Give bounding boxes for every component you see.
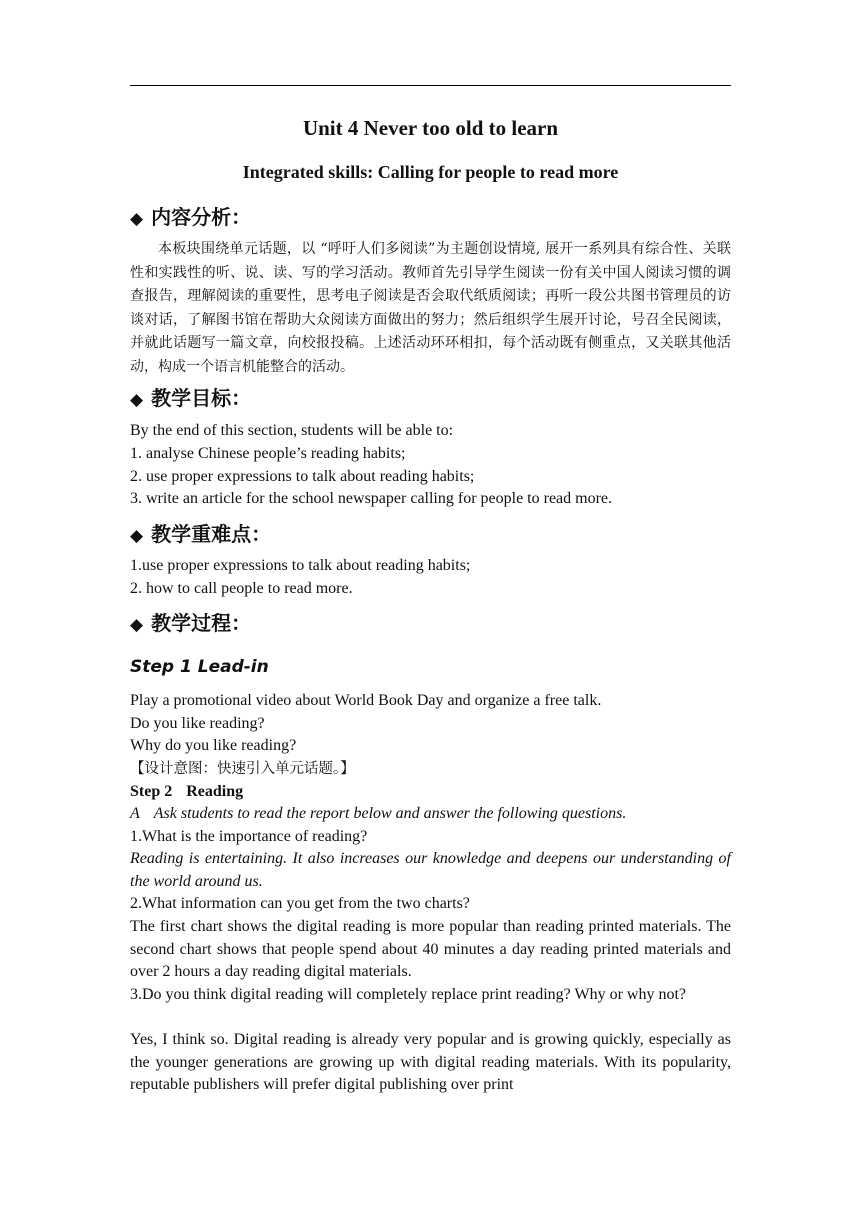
step1-line: Why do you like reading? — [130, 737, 297, 754]
step1-line: Play a promotional video about World Book Day and organize a free talk. — [130, 692, 602, 709]
question-3: 3.Do you think digital reading will completely replace print reading? Why or why not? — [130, 986, 686, 1003]
design-intent: 【设计意图：快速引入单元话题。】 — [130, 761, 355, 777]
objective-item: 1. analyse Chinese people’s reading habits; — [130, 445, 406, 462]
step1-line: Do you like reading? — [130, 715, 265, 732]
heading-content-analysis — [130, 203, 251, 233]
header-rule — [130, 85, 731, 86]
key-point-item: 2. how to call people to read more. — [130, 580, 353, 597]
diamond-bullet-icon: ◆ — [130, 209, 144, 229]
heading-text: 教学过程： — [151, 611, 252, 635]
heading-text: 教学目标： — [151, 386, 252, 410]
step2-a-instruction — [130, 803, 626, 825]
answer-3: Yes, I think so. Digital reading is already very popular and is growing quickly, especially as the younger generations are growing up with digital reading materials. With its popularity, reputable publishers will prefer digital publishing over print — [130, 1031, 731, 1094]
key-point-item: 1.use proper expressions to talk about reading habits; — [130, 557, 471, 574]
objective-item: 2. use proper expressions to talk about reading habits; — [130, 468, 475, 485]
question-1: 1.What is the importance of reading? — [130, 828, 368, 845]
objective-item: 3. write an article for the school newspaper calling for people to read more. — [130, 490, 613, 507]
step2-label: Step 2 — [130, 783, 173, 800]
heading-text: 内容分析： — [151, 205, 252, 229]
document-subtitle: Integrated skills: Calling for people to read more — [242, 162, 619, 182]
heading-text: 教学重难点： — [151, 522, 272, 546]
diamond-bullet-icon: ◆ — [130, 390, 144, 410]
diamond-bullet-icon: ◆ — [130, 615, 144, 635]
step1-title: Step 1 Lead-in — [130, 657, 269, 677]
step2-a-label: A — [130, 805, 140, 822]
heading-teaching-process — [130, 609, 251, 639]
heading-key-points — [130, 520, 271, 550]
answer-2: The first chart shows the digital reading is more popular than reading printed materials. The second chart shows that people spend about 40 minutes a day reading printed materials and over 2 hours a day reading digital materials. — [130, 918, 731, 981]
content-analysis-paragraph: 本板块围绕单元话题，以 “呼吁人们多阅读”为主题创设情境, 展开一系列具有综合性、关联性和实践性的听、说、读、写的学习活动。教师首先引导学生阅读一份有关中国人阅读习惯的调查报告，理解阅读的重要性，思考电子阅读是否会取代纸质阅读；再听一段公共图书管理员的访谈对话，了解图书馆在帮助大众阅读方面做出的努力；然后组织学生展开讨论，号召全民阅读，并就此话题写一篇文章，向校报投稿。上述活动环环相扣，每个活动既有侧重点，又关联其他活动，构成一个语言机能整合的活动。 — [130, 241, 731, 375]
step2-a-text: Ask students to read the report below and answer the following questions. — [153, 805, 627, 822]
diamond-bullet-icon: ◆ — [130, 526, 144, 546]
document-title: Unit 4 Never too old to learn — [302, 116, 559, 140]
heading-teaching-objectives — [130, 384, 251, 414]
objectives-intro: By the end of this section, students will be able to: — [130, 422, 454, 439]
step2-title — [130, 781, 243, 803]
question-2: 2.What information can you get from the two charts? — [130, 895, 470, 912]
answer-1: Reading is entertaining. It also increases our knowledge and deepens our understanding of the world around us. — [130, 850, 731, 890]
step2-name: Reading — [186, 783, 244, 800]
